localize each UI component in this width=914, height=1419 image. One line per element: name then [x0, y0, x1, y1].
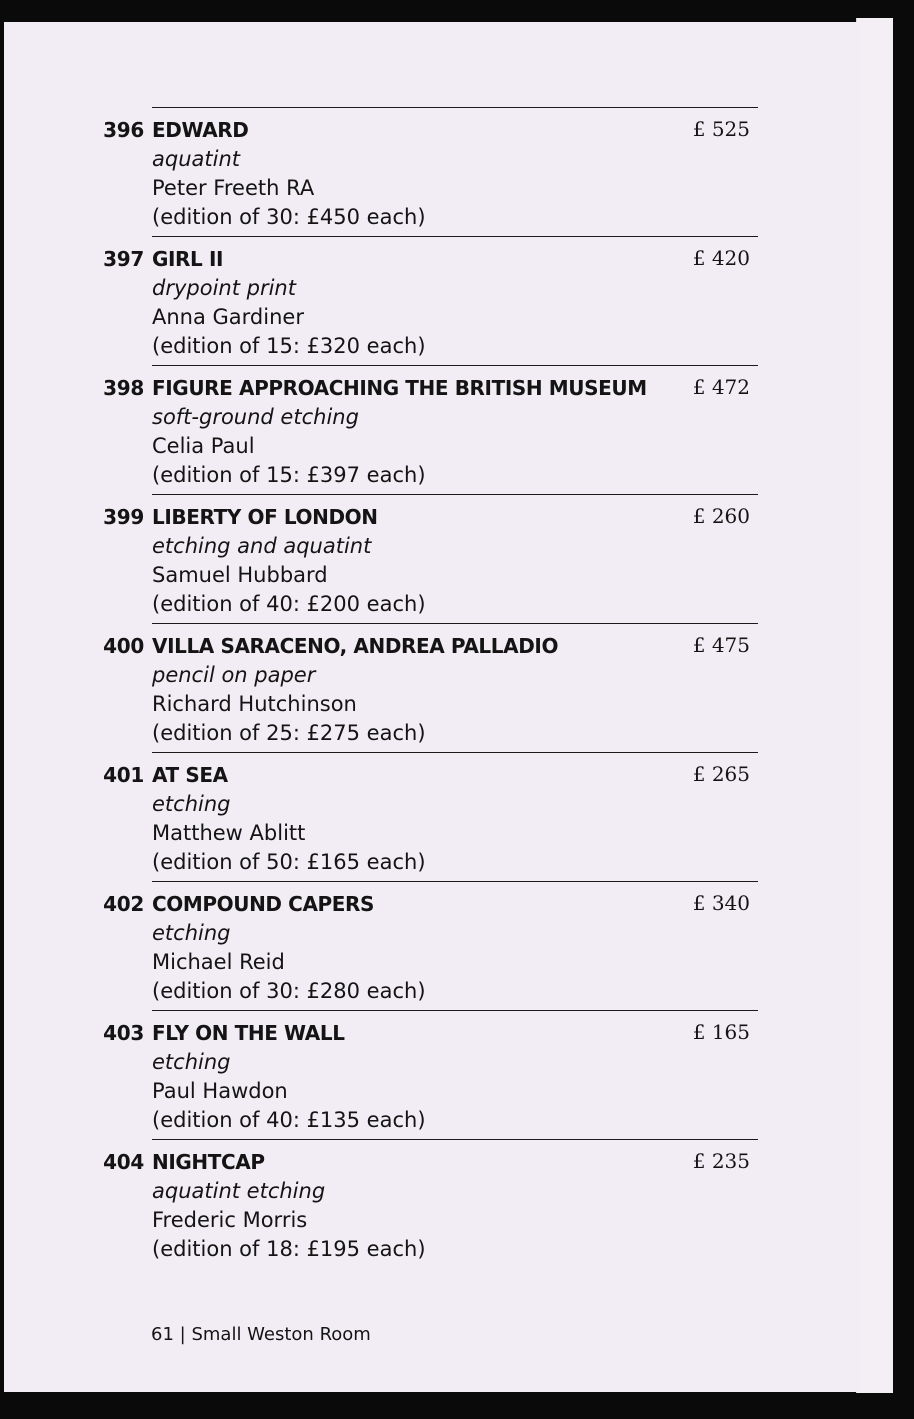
- entry-price: £ 265: [692, 762, 750, 786]
- entry-divider: [152, 494, 758, 495]
- entry-artist: Michael Reid: [152, 950, 285, 974]
- entry-price: £ 475: [692, 633, 750, 657]
- entry-artist: Matthew Ablitt: [152, 821, 306, 845]
- entry-medium: soft-ground etching: [152, 405, 359, 429]
- entry-edition: (edition of 50: £165 each): [152, 850, 426, 874]
- page-footer: [151, 1324, 371, 1345]
- entry-price: £ 472: [692, 375, 750, 399]
- entry-price: £ 420: [692, 246, 750, 270]
- entry-artist: Celia Paul: [152, 434, 255, 458]
- entry-artist: Samuel Hubbard: [152, 563, 328, 587]
- catalogue-entry: [4, 236, 860, 365]
- entry-medium: etching and aquatint: [152, 534, 372, 558]
- entry-medium: etching: [152, 792, 231, 816]
- entry-medium: aquatint etching: [152, 1179, 326, 1203]
- entry-number: 400: [103, 634, 144, 658]
- footer-separator: |: [179, 1324, 186, 1345]
- entry-divider: [152, 236, 758, 237]
- entry-number: 398: [103, 376, 144, 400]
- entry-number: 403: [103, 1021, 144, 1045]
- entry-title: GIRL II: [152, 247, 224, 271]
- catalogue-entry: [4, 752, 860, 881]
- page-number: 61: [151, 1324, 174, 1345]
- entry-number: 399: [103, 505, 144, 529]
- entry-title: EDWARD: [152, 118, 249, 142]
- entry-title: NIGHTCAP: [152, 1150, 265, 1174]
- catalogue-entry: [4, 494, 860, 623]
- catalogue-entry: [4, 623, 860, 752]
- entry-edition: (edition of 25: £275 each): [152, 721, 426, 745]
- catalogue-entry: [4, 1010, 860, 1139]
- entry-divider: [152, 623, 758, 624]
- entry-title: VILLA SARACENO, ANDREA PALLADIO: [152, 634, 559, 658]
- catalogue-entry: [4, 1139, 860, 1268]
- entry-artist: Peter Freeth RA: [152, 176, 315, 200]
- entry-price: £ 525: [692, 117, 750, 141]
- entry-price: £ 235: [692, 1149, 750, 1173]
- entry-divider: [152, 1010, 758, 1011]
- entry-divider: [152, 752, 758, 753]
- catalogue-entry: [4, 365, 860, 494]
- entry-divider: [152, 365, 758, 366]
- entry-medium: aquatint: [152, 147, 240, 171]
- catalogue-page: [4, 22, 860, 1392]
- entry-number: 404: [103, 1150, 144, 1174]
- entry-artist: Frederic Morris: [152, 1208, 308, 1232]
- entry-medium: pencil on paper: [152, 663, 316, 687]
- entry-price: £ 260: [692, 504, 750, 528]
- entry-title: FLY ON THE WALL: [152, 1021, 345, 1045]
- entry-title: AT SEA: [152, 763, 228, 787]
- entry-artist: Paul Hawdon: [152, 1079, 288, 1103]
- entry-divider: [152, 1139, 758, 1140]
- entry-title: COMPOUND CAPERS: [152, 892, 375, 916]
- entry-divider: [152, 107, 758, 108]
- entry-edition: (edition of 40: £135 each): [152, 1108, 426, 1132]
- entry-price: £ 340: [692, 891, 750, 915]
- catalogue-entry: [4, 881, 860, 1010]
- page-edge: [856, 18, 893, 1393]
- entry-edition: (edition of 18: £195 each): [152, 1237, 426, 1261]
- entry-edition: (edition of 40: £200 each): [152, 592, 426, 616]
- catalogue-entry: [4, 107, 860, 236]
- entry-price: £ 165: [692, 1020, 750, 1044]
- entry-number: 397: [103, 247, 144, 271]
- entry-number: 401: [103, 763, 144, 787]
- entry-artist: Richard Hutchinson: [152, 692, 357, 716]
- entry-number: 396: [103, 118, 144, 142]
- section-name: Small Weston Room: [191, 1324, 371, 1345]
- entry-edition: (edition of 30: £280 each): [152, 979, 426, 1003]
- entry-number: 402: [103, 892, 144, 916]
- entry-title: FIGURE APPROACHING THE BRITISH MUSEUM: [152, 376, 647, 400]
- entry-edition: (edition of 15: £320 each): [152, 334, 426, 358]
- entry-divider: [152, 881, 758, 882]
- entry-medium: drypoint print: [152, 276, 296, 300]
- entry-edition: (edition of 15: £397 each): [152, 463, 426, 487]
- entry-edition: (edition of 30: £450 each): [152, 205, 426, 229]
- entry-artist: Anna Gardiner: [152, 305, 304, 329]
- entry-title: LIBERTY OF LONDON: [152, 505, 378, 529]
- entry-medium: etching: [152, 921, 231, 945]
- entry-medium: etching: [152, 1050, 231, 1074]
